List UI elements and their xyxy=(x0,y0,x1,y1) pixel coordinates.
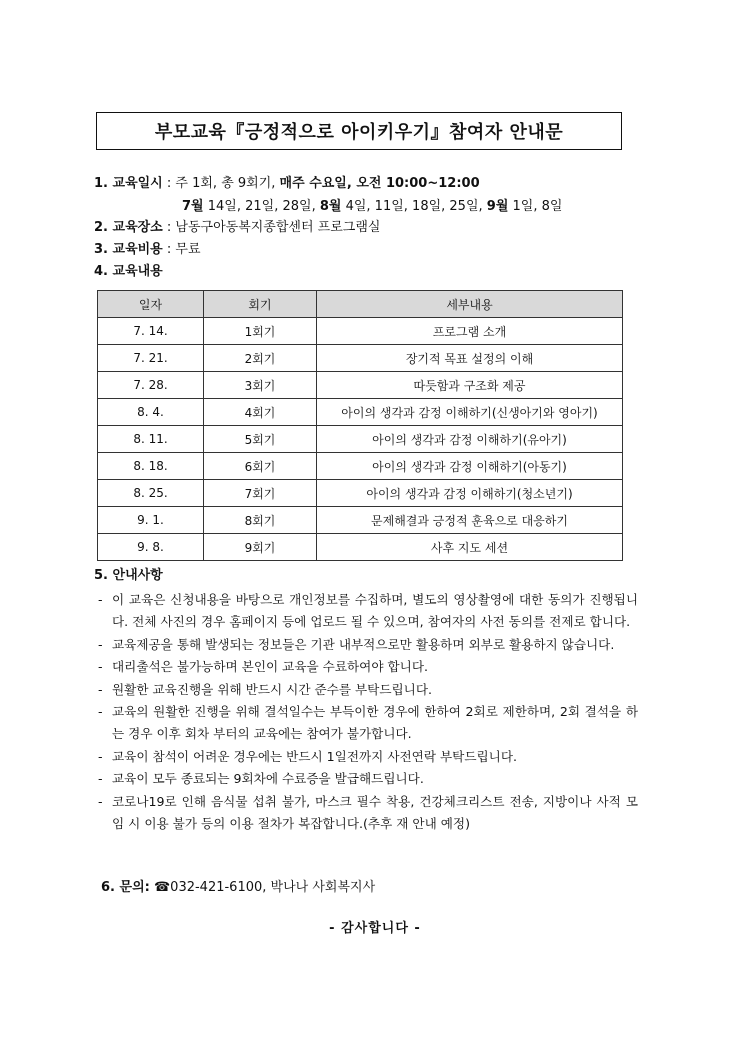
cell-session: 4회기 xyxy=(204,399,317,426)
cell-session: 8회기 xyxy=(204,507,317,534)
page-title: 부모교육『긍정적으로 아이키우기』참여자 안내문 xyxy=(96,112,622,150)
schedule-time: 매주 수요일, 오전 10:00~12:00 xyxy=(279,176,480,191)
cell-details: 장기적 목표 설정의 이해 xyxy=(317,345,623,372)
cell-session: 6회기 xyxy=(204,453,317,480)
cell-date: 7. 28. xyxy=(98,372,204,399)
cost-value: 무료 xyxy=(175,242,201,257)
header-date: 일자 xyxy=(98,291,204,318)
month-august: 8월 xyxy=(319,199,342,214)
contact-line xyxy=(101,878,375,898)
july-dates: 14일, 21일, 28일, xyxy=(203,199,320,214)
table-row xyxy=(98,453,623,480)
notice-item: - 교육제공을 통해 발생되는 정보들은 기관 내부적으로만 활용하며 외부로 활용하지 않습니다. xyxy=(98,634,638,656)
table-row xyxy=(98,399,623,426)
content-label: 4. 교육내용 xyxy=(94,264,163,279)
contact-value: 032-421-6100, 박나나 사회복지사 xyxy=(170,880,376,895)
table-row xyxy=(98,426,623,453)
place-sep: : xyxy=(162,220,176,235)
schedule-frequency: 주 1회, 총 9회기, xyxy=(175,176,280,191)
cell-session: 2회기 xyxy=(204,345,317,372)
cell-details: 아이의 생각과 감정 이해하기(신생아기와 영아기) xyxy=(317,399,623,426)
notice-list xyxy=(98,589,638,835)
place-value: 남동구아동복지종합센터 프로그램실 xyxy=(175,220,381,235)
cell-date: 7. 21. xyxy=(98,345,204,372)
cell-details: 아이의 생각과 감정 이해하기(유아기) xyxy=(317,426,623,453)
notice-item: - 교육이 모두 종료되는 9회차에 수료증을 발급해드립니다. xyxy=(98,768,638,790)
september-dates: 1일, 8일 xyxy=(508,199,563,214)
cell-date: 9. 1. xyxy=(98,507,204,534)
phone-icon: ☎ xyxy=(153,880,171,895)
cell-details: 문제해결과 긍정적 훈육으로 대응하기 xyxy=(317,507,623,534)
table-row xyxy=(98,507,623,534)
contact-label: 6. 문의: xyxy=(101,880,150,895)
schedule-dates xyxy=(182,197,562,217)
schedule-label: 1. 교육일시 xyxy=(94,176,163,191)
august-dates: 4일, 11일, 18일, 25일, xyxy=(341,199,487,214)
schedule-line xyxy=(94,174,480,194)
cell-session: 7회기 xyxy=(204,480,317,507)
header-session: 회기 xyxy=(204,291,317,318)
table-row xyxy=(98,372,623,399)
notice-item: - 코로나19로 인해 음식물 섭취 불가, 마스크 필수 착용, 건강체크리스트 전송, 지방이나 사적 모임 시 이용 불가 등의 이용 절차가 복잡합니다.(추후 재 안내 예정) xyxy=(98,791,638,836)
table-header-row xyxy=(98,291,623,318)
notice-item: - 이 교육은 신청내용을 바탕으로 개인정보를 수집하며, 별도의 영상촬영에 대한 동의가 진행됩니다. 전체 사진의 경우 홈페이지 등에 업로드 될 수 있으며, 참여자의 사전 동의를 전제로 합니다. xyxy=(98,589,638,634)
cell-details: 사후 지도 세션 xyxy=(317,534,623,561)
cost-sep: : xyxy=(162,242,176,257)
cell-date: 8. 11. xyxy=(98,426,204,453)
cell-date: 8. 18. xyxy=(98,453,204,480)
cost-label: 3. 교육비용 xyxy=(94,242,163,257)
notice-item: - 원활한 교육진행을 위해 반드시 시간 준수를 부탁드립니다. xyxy=(98,679,638,701)
place-label: 2. 교육장소 xyxy=(94,220,163,235)
cell-session: 9회기 xyxy=(204,534,317,561)
notice-item: - 대리출석은 불가능하며 본인이 교육을 수료하여야 합니다. xyxy=(98,656,638,678)
cell-details: 아이의 생각과 감정 이해하기(아동기) xyxy=(317,453,623,480)
cell-details: 아이의 생각과 감정 이해하기(청소년기) xyxy=(317,480,623,507)
cell-session: 1회기 xyxy=(204,318,317,345)
cell-details: 프로그램 소개 xyxy=(317,318,623,345)
closing-text: - 감사합니다 - xyxy=(329,921,421,936)
notice-item: - 교육의 원활한 진행을 위해 결석일수는 부득이한 경우에 한하여 2회로 제한하며, 2회 결석을 하는 경우 이후 회차 부터의 교육에는 참여가 불가합니다. xyxy=(98,701,638,746)
cost-line xyxy=(94,240,201,260)
table-row xyxy=(98,534,623,561)
month-september: 9월 xyxy=(486,199,509,214)
cell-date: 9. 8. xyxy=(98,534,204,561)
cell-date: 8. 4. xyxy=(98,399,204,426)
cell-session: 3회기 xyxy=(204,372,317,399)
header-details: 세부내용 xyxy=(317,291,623,318)
cell-date: 7. 14. xyxy=(98,318,204,345)
schedule-sep: : xyxy=(162,176,176,191)
cell-date: 8. 25. xyxy=(98,480,204,507)
place-line xyxy=(94,218,380,238)
table-row xyxy=(98,318,623,345)
table-row xyxy=(98,480,623,507)
cell-session: 5회기 xyxy=(204,426,317,453)
notice-label: 5. 안내사항 xyxy=(94,568,163,583)
notice-item: - 교육이 참석이 어려운 경우에는 반드시 1일전까지 사전연락 부탁드립니다. xyxy=(98,746,638,768)
schedule-table xyxy=(97,290,623,561)
table-row xyxy=(98,345,623,372)
cell-details: 따듯함과 구조화 제공 xyxy=(317,372,623,399)
month-july: 7월 xyxy=(182,199,204,214)
